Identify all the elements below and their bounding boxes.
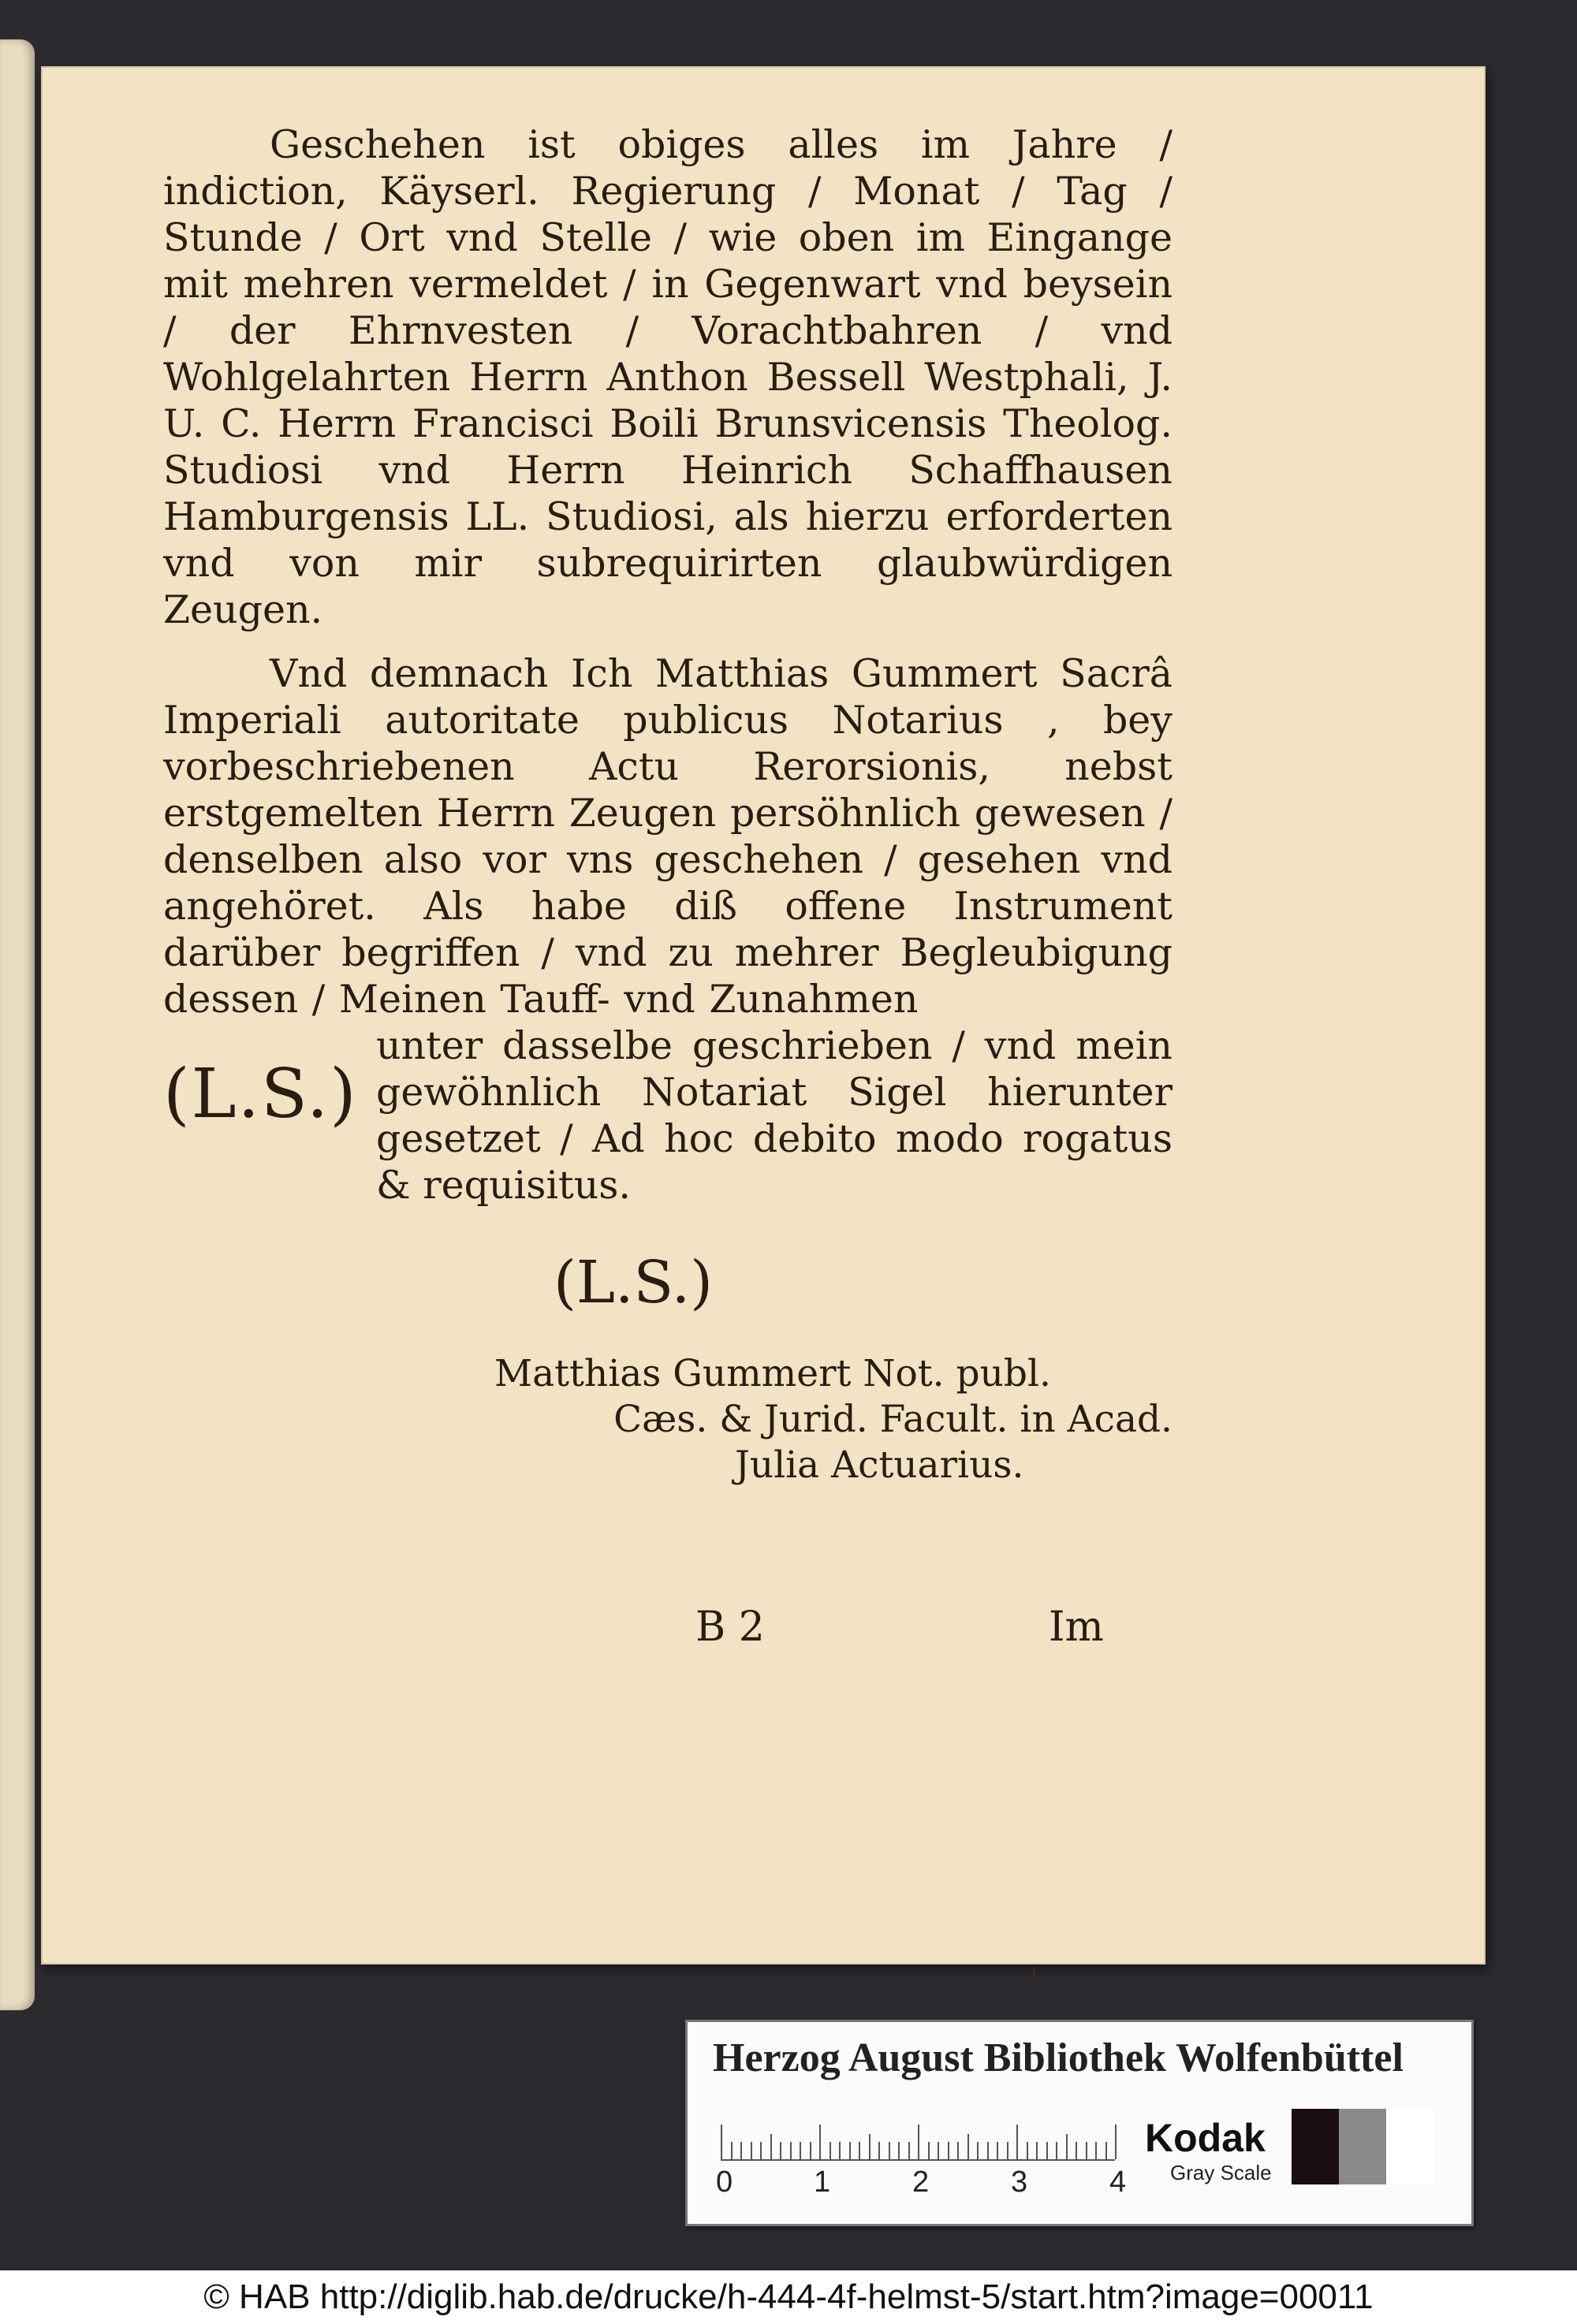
ruler-tick	[1027, 2142, 1028, 2159]
seal-row	[163, 1022, 1172, 1209]
ruler-tick	[1115, 2125, 1117, 2159]
page-tick-mark	[1033, 1968, 1035, 1980]
paragraph-3: unter dasselbe geschrieben / vnd mein gewöhnlich Notariat Sigel hierunter gesetzet / Ad hoc debito modo rogatus & requisitus.	[376, 1023, 1172, 1208]
ruler-tick	[751, 2142, 752, 2159]
left-page-edge	[0, 39, 35, 2010]
ruler-tick	[780, 2142, 781, 2159]
text-block	[163, 121, 1172, 1209]
ruler-tick	[948, 2142, 949, 2159]
ruler-tick	[830, 2142, 831, 2159]
ruler-number-0: 0	[716, 2166, 733, 2199]
ruler-tick	[859, 2142, 860, 2159]
ruler-tick	[1086, 2142, 1087, 2159]
gray-patch-light	[1386, 2109, 1433, 2184]
gray-patch-dark	[1292, 2109, 1339, 2184]
ruler-tick	[918, 2125, 919, 2159]
library-title: Herzog August Bibliothek Wolfenbüttel	[713, 2035, 1404, 2080]
ruler-tick	[1056, 2142, 1057, 2159]
ruler-tick	[997, 2142, 998, 2159]
ruler-tick	[957, 2142, 959, 2159]
ruler-tick	[869, 2134, 871, 2159]
ruler-tick	[908, 2142, 910, 2159]
ruler-tick	[819, 2125, 821, 2159]
paragraph-2: Vnd demnach Ich Matthias Gummert Sacrâ Imperiali autoritate publicus Notarius , bey vorbeschriebenen Actu Rerorsionis, nebst erstgemelten Herrn Zeugen persöhnlich gewesen / denselben also vor vns geschehen / gesehen vnd angehöret. Als habe diß offene Instrument darüber begriffen / vnd zu mehrer Begleubigung dessen / Meinen Tauff- vnd Zunahmen	[163, 651, 1172, 1022]
ruler-tick	[928, 2142, 930, 2159]
ruler-tick	[878, 2142, 880, 2159]
ruler-tick	[1036, 2142, 1038, 2159]
ruler-tick	[1066, 2134, 1068, 2159]
signature-line-2: Cæs. & Jurid. Facult. in Acad.	[613, 1398, 1172, 1441]
ruler-tick	[839, 2142, 841, 2159]
ruler-tick	[1076, 2142, 1077, 2159]
ruler-number-4: 4	[1109, 2166, 1127, 2199]
ruler-tick	[967, 2134, 969, 2159]
color-target-card	[685, 2020, 1474, 2226]
ruler-tick	[721, 2125, 722, 2159]
ruler-tick	[1046, 2142, 1048, 2159]
ruler-number-3: 3	[1011, 2166, 1028, 2199]
gray-patch-mid	[1339, 2109, 1386, 2184]
signature-mark: B 2	[695, 1603, 765, 1651]
ruler	[716, 2110, 1131, 2199]
ruler-tick	[938, 2142, 939, 2159]
ruler-tick	[889, 2142, 890, 2159]
ruler-tick	[977, 2142, 979, 2159]
ruler-tick	[987, 2142, 989, 2159]
ruler-tick	[731, 2142, 733, 2159]
ruler-tick	[740, 2142, 742, 2159]
ruler-tick	[770, 2134, 772, 2159]
catchword: Im	[1049, 1603, 1104, 1651]
ruler-tick	[898, 2142, 900, 2159]
ruler-tick	[1007, 2142, 1008, 2159]
ruler-tick	[849, 2142, 851, 2159]
ruler-number-2: 2	[912, 2166, 930, 2199]
ruler-baseline	[721, 2159, 1115, 2161]
ruler-tick	[760, 2142, 762, 2159]
ruler-tick	[810, 2142, 811, 2159]
ruler-tick	[800, 2142, 801, 2159]
ruler-tick	[1016, 2125, 1018, 2159]
footer-credit: © HAB http://diglib.hab.de/drucke/h-444-4f-helmst-5/start.htm?image=00011	[0, 2270, 1577, 2324]
ruler-tick	[1095, 2142, 1097, 2159]
seal-center: (L.S.)	[554, 1249, 713, 1317]
signature-line-3: Julia Actuarius.	[735, 1443, 1024, 1487]
seal-small: (L.S.)	[163, 1055, 358, 1134]
signature-block	[494, 1351, 1172, 1488]
ruler-tick	[790, 2142, 792, 2159]
ruler-number-1: 1	[814, 2166, 831, 2199]
signature-line-1: Matthias Gummert Not. publ.	[494, 1352, 1051, 1395]
document-page	[41, 66, 1486, 1965]
gray-scale-label: Gray Scale	[1170, 2161, 1272, 2184]
kodak-brand: Kodak	[1145, 2116, 1266, 2160]
ruler-tick	[1105, 2142, 1107, 2159]
paragraph-1: Geschehen ist obiges alles im Jahre / indiction, Käyserl. Regierung / Monat / Tag / Stunde / Ort vnd Stelle / wie oben im Eingange mit mehren vermeldet / in Gegenwart vnd beysein / der Ehrnvesten / Vorachtbahren / vnd Wohlgelahrten Herrn Anthon Bessell Westphali, J. U. C. Herrn Francisci Boili Brunsvicensis Theolog. Studiosi vnd Herrn Heinrich Schaffhausen Hamburgensis LL. Studiosi, als hierzu erforderten vnd von mir subrequirirten glaubwürdigen Zeugen.	[163, 122, 1172, 632]
